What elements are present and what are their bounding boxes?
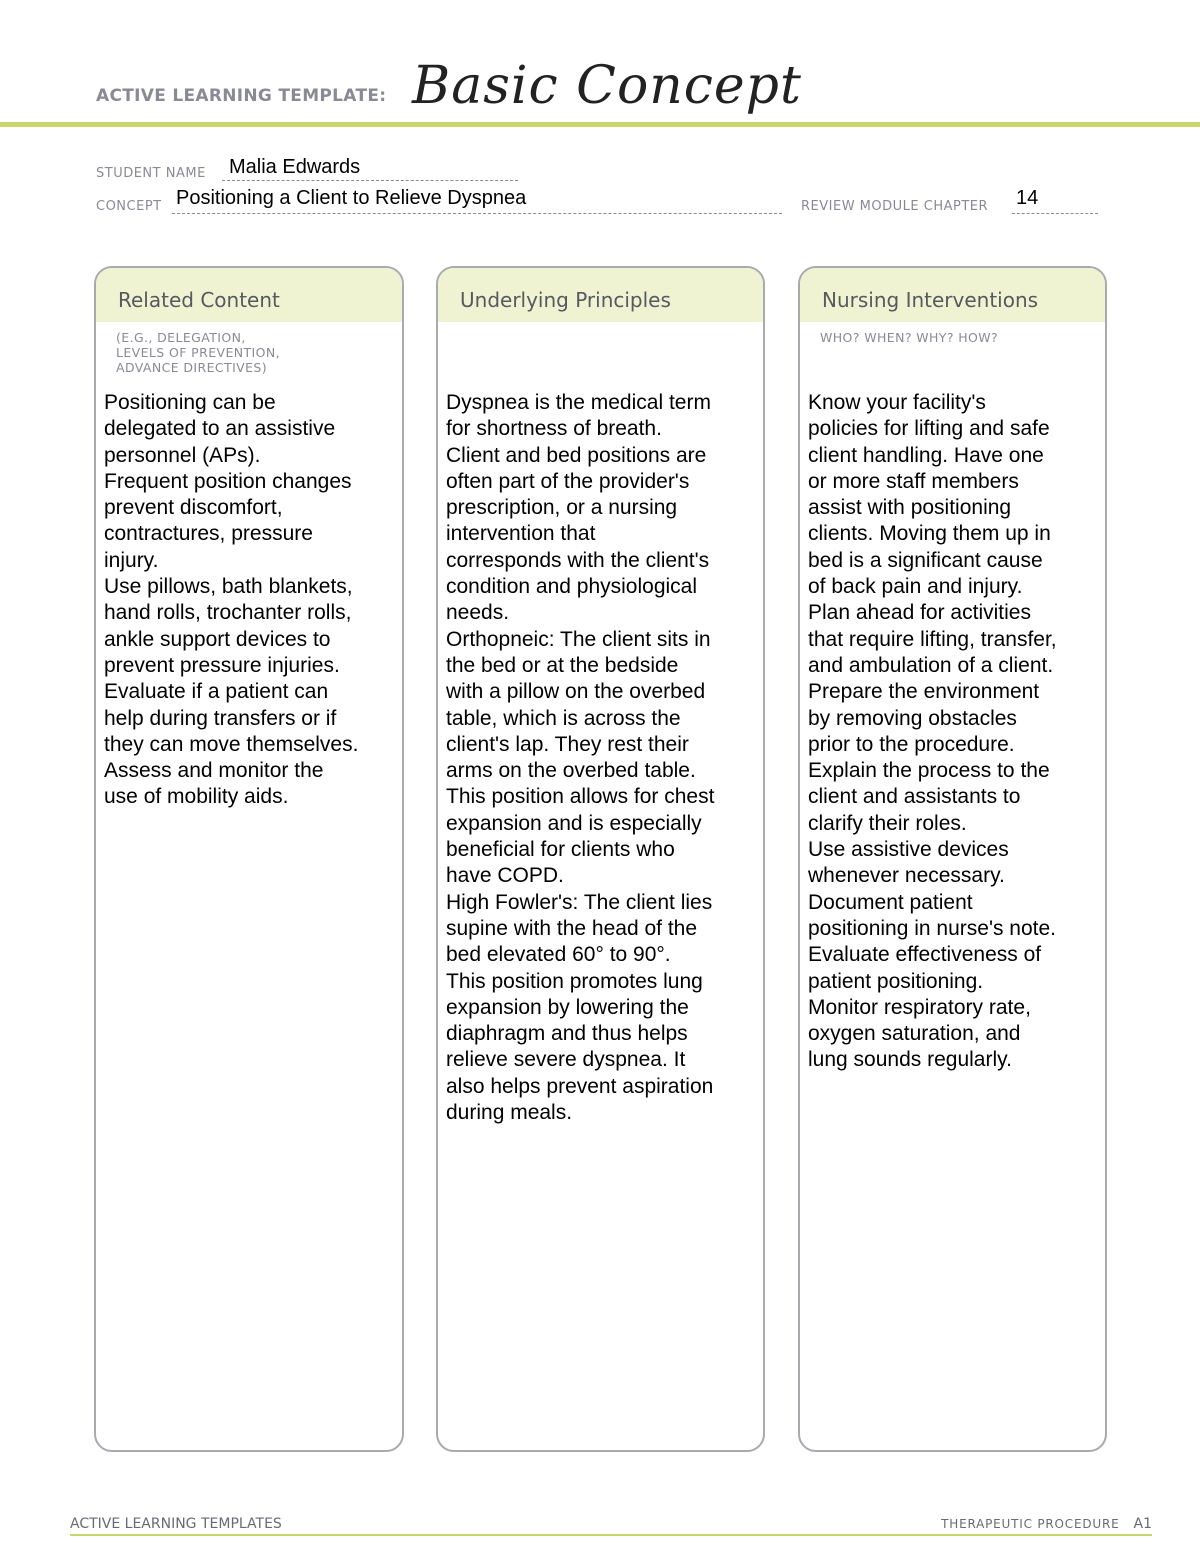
body-line: client handling. Have one	[808, 443, 1044, 467]
body-line: injury.	[104, 548, 159, 572]
body-line: Evaluate effectiveness of	[808, 943, 1042, 967]
body-line: policies for lifting and safe	[808, 417, 1050, 441]
footer-series-label: ACTIVE LEARNING TEMPLATES	[70, 1516, 282, 1532]
body-line: Explain the process to the	[808, 759, 1050, 783]
body-line: Know your facility's	[808, 391, 986, 414]
student-name-line	[222, 180, 518, 181]
body-line: bed is a significant cause	[808, 548, 1043, 572]
body-line: assist with positioning	[808, 496, 1012, 520]
footer-category: THERAPEUTIC PROCEDURE A1	[941, 1516, 1152, 1532]
body-line: diaphragm and thus helps	[446, 1022, 688, 1046]
body-line: often part of the provider's	[446, 469, 690, 493]
body-line: relieve severe dyspnea. It	[446, 1048, 686, 1072]
body-line: High Fowler's: The client lies	[446, 890, 713, 914]
body-line: Positioning can be	[104, 391, 276, 414]
body-line: and ambulation of a client.	[808, 653, 1054, 677]
panel-subtitle: WHO? WHEN? WHY? HOW?	[820, 330, 999, 345]
body-line: ankle support devices to	[104, 627, 331, 651]
body-line: Orthopneic: The client sits in	[446, 627, 711, 651]
body-line: client and assistants to	[808, 785, 1021, 809]
chapter-line	[1012, 213, 1098, 214]
body-line: that require lifting, transfer,	[808, 627, 1057, 651]
body-line: for shortness of breath.	[446, 417, 662, 441]
related-content-panel	[94, 266, 404, 1452]
nursing-interventions-panel	[798, 266, 1107, 1452]
body-line: Assess and monitor the	[104, 759, 324, 783]
body-line: Plan ahead for activities	[808, 601, 1031, 625]
body-line: Use pillows, bath blankets,	[104, 575, 353, 599]
body-line: the bed or at the bedside	[446, 653, 679, 677]
panel-title: Related Content	[96, 268, 402, 322]
student-name-field[interactable]: Malia Edwards	[229, 156, 361, 178]
body-line: This position allows for chest	[446, 785, 715, 809]
panel-title: Underlying Principles	[438, 268, 763, 322]
body-line: This position promotes lung	[446, 969, 703, 993]
body-line: supine with the head of the	[446, 916, 698, 940]
body-line: Document patient	[808, 890, 973, 914]
body-line: prevent discomfort,	[104, 496, 283, 520]
body-line: Evaluate if a patient can	[104, 680, 329, 704]
panel-title: Nursing Interventions	[800, 268, 1105, 322]
panel-body-text[interactable]	[104, 390, 394, 811]
panel-body-text[interactable]	[808, 390, 1097, 1074]
body-line: contractures, pressure	[104, 522, 313, 546]
body-line: of back pain and injury.	[808, 575, 1023, 599]
body-line: lung sounds regularly.	[808, 1048, 1012, 1072]
body-line: or more staff members	[808, 469, 1019, 493]
concept-label: CONCEPT	[96, 199, 162, 214]
body-line: table, which is across the	[446, 706, 681, 730]
panel-body-text[interactable]	[446, 390, 755, 1126]
body-line: have COPD.	[446, 864, 564, 888]
body-line: help during transfers or if	[104, 706, 337, 730]
body-line: delegated to an assistive	[104, 417, 336, 441]
body-line: corresponds with the client's	[446, 548, 710, 572]
body-line: oxygen saturation, and	[808, 1022, 1021, 1046]
body-line: arms on the overbed table.	[446, 759, 696, 783]
body-line: intervention that	[446, 522, 596, 546]
body-line: they can move themselves.	[104, 732, 359, 756]
body-line: Monitor respiratory rate,	[808, 995, 1031, 1019]
body-line: prescription, or a nursing	[446, 496, 678, 520]
body-line: expansion and is especially	[446, 811, 702, 835]
body-line: prevent pressure injuries.	[104, 653, 340, 677]
footer-code: A1	[1133, 1516, 1152, 1532]
concept-line	[172, 213, 782, 214]
underlying-principles-panel	[436, 266, 765, 1452]
chapter-label: REVIEW MODULE CHAPTER	[801, 199, 989, 214]
body-line: use of mobility aids.	[104, 785, 289, 809]
body-line: bed elevated 60° to 90°.	[446, 943, 671, 967]
panel-subtitle: (E.G., DELEGATION, LEVELS OF PREVENTION, ADVANCE DIRECTIVES)	[116, 330, 280, 375]
body-line: client's lap. They rest their	[446, 732, 689, 756]
body-line: Use assistive devices	[808, 838, 1009, 862]
body-line: positioning in nurse's note.	[808, 916, 1057, 940]
body-line: by removing obstacles	[808, 706, 1017, 730]
template-label: ACTIVE LEARNING TEMPLATE:	[96, 86, 387, 106]
body-line: Dyspnea is the medical term	[446, 391, 711, 414]
student-name-label: STUDENT NAME	[96, 166, 206, 181]
body-line: clients. Moving them up in	[808, 522, 1051, 546]
body-line: Prepare the environment	[808, 680, 1040, 704]
body-line: during meals.	[446, 1101, 573, 1125]
body-line: hand rolls, trochanter rolls,	[104, 601, 352, 625]
body-line: whenever necessary.	[808, 864, 1005, 888]
concept-field[interactable]: Positioning a Client to Relieve Dyspnea	[176, 187, 527, 209]
chapter-field[interactable]: 14	[1016, 187, 1039, 209]
body-line: condition and physiological	[446, 575, 698, 599]
body-line: expansion by lowering the	[446, 995, 689, 1019]
body-line: with a pillow on the overbed	[446, 680, 706, 704]
template-title: Basic Concept	[412, 56, 802, 116]
footer-divider	[70, 1534, 1152, 1536]
body-line: beneficial for clients who	[446, 838, 675, 862]
body-line: prior to the procedure.	[808, 732, 1015, 756]
header-divider	[0, 122, 1200, 127]
body-line: clarify their roles.	[808, 811, 967, 835]
body-line: personnel (APs).	[104, 443, 261, 467]
body-line: also helps prevent aspiration	[446, 1074, 714, 1098]
body-line: Client and bed positions are	[446, 443, 707, 467]
body-line: needs.	[446, 601, 510, 625]
body-line: Frequent position changes	[104, 469, 352, 493]
body-line: patient positioning.	[808, 969, 984, 993]
